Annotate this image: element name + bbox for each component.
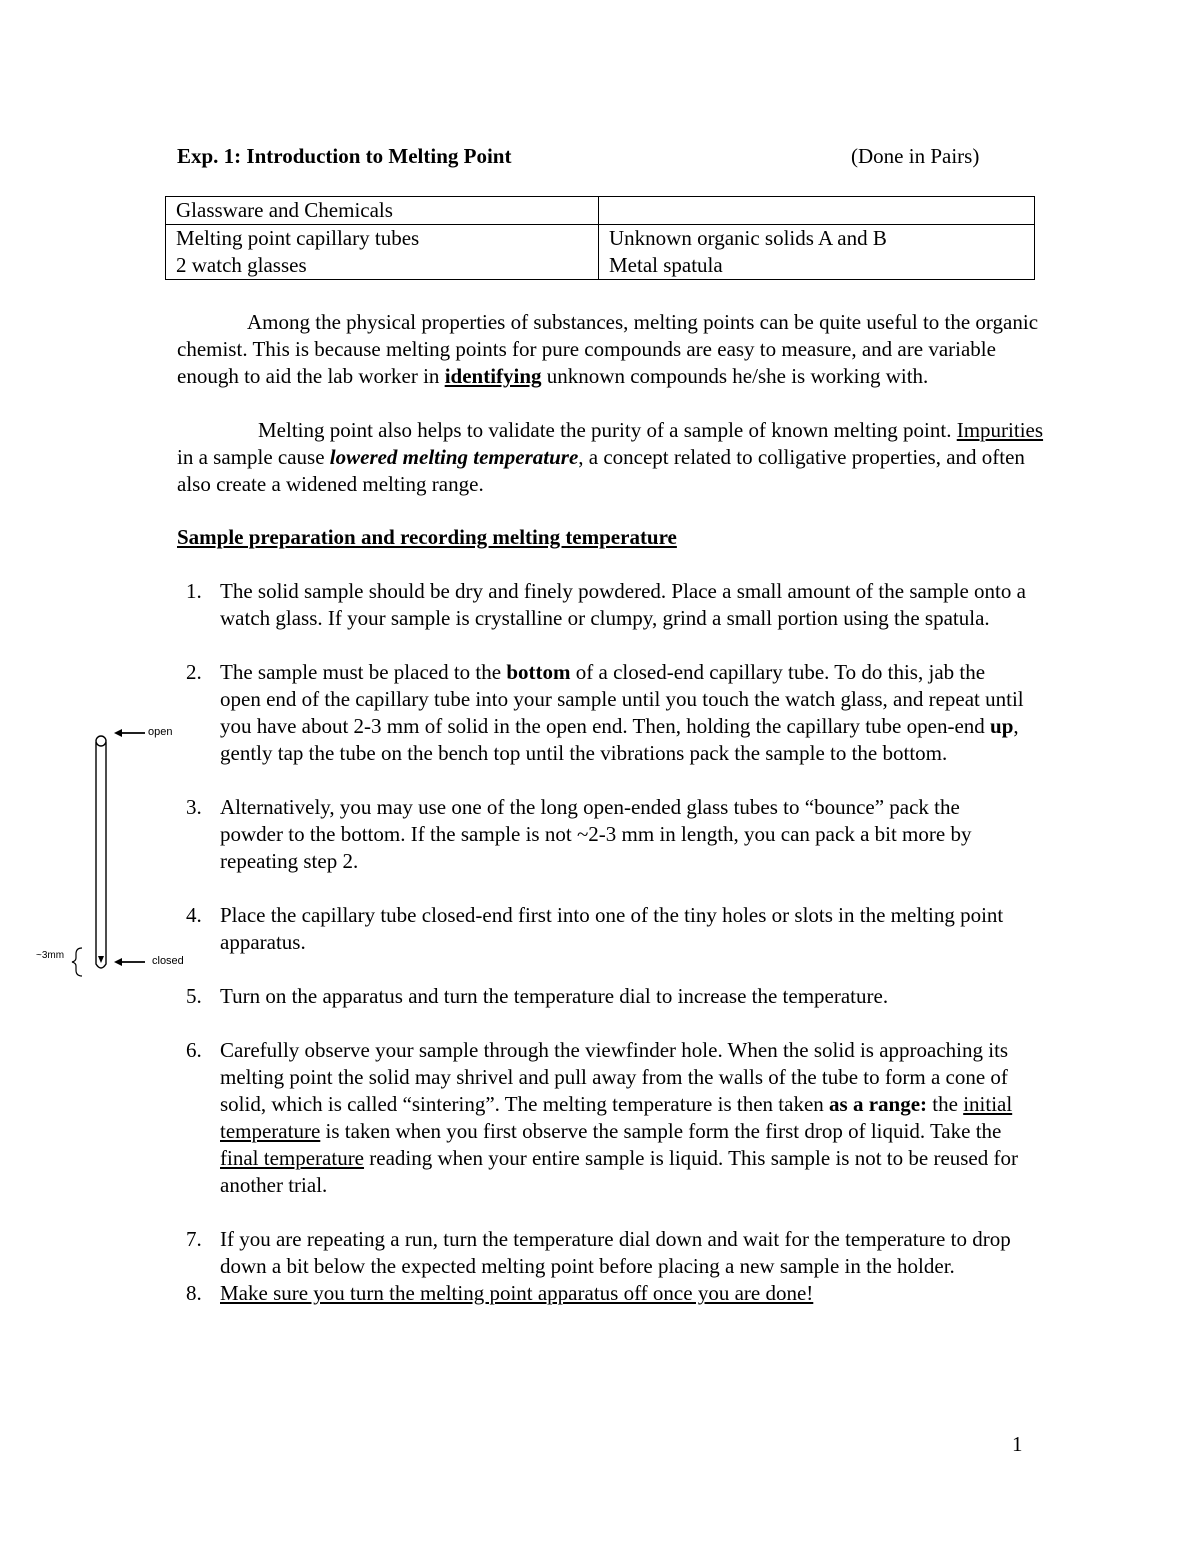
list-item — [177, 1226, 1027, 1280]
list-item — [177, 902, 1027, 956]
step-text: Carefully observe your sample through the viewfinder hole. When the solid is approaching its melting point the solid may shrivel and pull away from the walls of the tube to form a cone of solid, which is called “sintering”. The melting temperature is then taken — [220, 1038, 1009, 1116]
capillary-tube-diagram — [30, 720, 190, 980]
tube-open-end — [96, 736, 106, 746]
table-cell-text: Metal spatula — [609, 253, 723, 277]
table-cell-chemicals — [599, 225, 1035, 280]
step-number: 6. — [186, 1038, 202, 1062]
tube-sample — [98, 956, 104, 963]
emphasis-as-a-range: as a range: — [829, 1092, 928, 1116]
list-item — [177, 659, 1027, 767]
step-number: 4. — [186, 903, 202, 927]
procedure-steps — [177, 578, 1027, 1307]
step-text: The sample must be placed to the — [220, 660, 507, 684]
list-item — [177, 1037, 1027, 1199]
intro-text: Melting point also helps to validate the purity of a sample of known melting point. — [258, 418, 957, 442]
step-text-warning: Make sure you turn the melting point apparatus off once you are done! — [220, 1281, 814, 1305]
step-text: Alternatively, you may use one of the long open-ended glass tubes to “bounce” pack the powder to the bottom. If the sample is not ~2-3 mm in length, you can pack a bit more by repeating step 2. — [220, 795, 972, 873]
table-cell-text: Unknown organic solids A and B — [609, 226, 887, 250]
arrow-closed-head — [114, 958, 122, 966]
emphasis-impurities: Impurities — [956, 418, 1044, 442]
label-open: open — [148, 726, 173, 738]
page-number: 1 — [1012, 1432, 1023, 1456]
step-text: is taken when you first observe the sample form the first drop of liquid. Take the — [320, 1119, 1002, 1143]
emphasis-lowered-melting: lowered melting temperature — [329, 445, 579, 469]
step-number: 7. — [186, 1227, 202, 1251]
list-item — [177, 1280, 1027, 1307]
intro-paragraph-1 — [177, 309, 1047, 390]
table-header-cell — [599, 197, 1035, 225]
step-number: 2. — [186, 660, 202, 684]
intro-text: Among the physical properties of substances, melting points can be quite useful to the organic chemist. This is because melting points for pure compounds are easy to measure, and are variable enough to aid the lab worker in — [177, 310, 1039, 388]
emphasis-final-temperature: final temperature — [220, 1146, 365, 1170]
table-header-row — [166, 197, 1035, 225]
step-text: , gently tap the tube on the bench top until the vibrations pack the sample to the bottom. — [220, 714, 1019, 765]
table-row — [166, 225, 1035, 280]
emphasis-initial-temperature: initial temperature — [220, 1092, 1013, 1143]
table-header-cell: Glassware and Chemicals — [166, 197, 599, 225]
table-cell-glassware — [166, 225, 599, 280]
step-number: 1. — [186, 579, 202, 603]
emphasis-up: up — [990, 714, 1014, 738]
step-text: Turn on the apparatus and turn the temperature dial to increase the temperature. — [220, 984, 889, 1008]
step-number: 8. — [186, 1281, 202, 1305]
step-text: Place the capillary tube closed-end first into one of the tiny holes or slots in the melting point apparatus. — [220, 903, 1004, 954]
emphasis-identifying: identifying — [444, 364, 542, 388]
label-closed: closed — [152, 955, 184, 967]
intro-text: unknown compounds he/she is working with. — [541, 364, 929, 388]
step-text: of a closed-end capillary tube. To do this, jab the open end of the capillary tube into your sample until you touch the watch glass, and repeat until you have about 2-3 mm of solid in the open end. Then, holding the capillary tube open-end — [220, 660, 1024, 738]
step-text: the — [927, 1092, 964, 1116]
list-item — [177, 983, 1027, 1010]
step-text: If you are repeating a run, turn the temperature dial down and wait for the temperature to drop down a bit below the expected melting point before placing a new sample in the holder. — [220, 1227, 1011, 1278]
arrow-open-head — [114, 729, 122, 737]
intro-paragraph-2 — [177, 417, 1047, 498]
size-brace — [72, 948, 82, 976]
list-item — [177, 578, 1027, 632]
step-text: reading when your entire sample is liquid. This sample is not to be reused for another trial. — [220, 1146, 1018, 1197]
table-cell-text: 2 watch glasses — [176, 253, 307, 277]
list-item — [177, 794, 1027, 875]
step-number: 3. — [186, 795, 202, 819]
intro-text: in a sample cause — [177, 445, 330, 469]
step-text: The solid sample should be dry and finely powdered. Place a small amount of the sample onto a watch glass. If your sample is crystalline or clumpy, grind a small portion using the spatula. — [220, 579, 1026, 630]
intro-text: , a concept related to colligative properties, and often also create a widened melting range. — [177, 445, 1025, 496]
label-size: ~3mm — [36, 950, 65, 961]
step-number: 5. — [186, 984, 202, 1008]
page-title: Exp. 1: Introduction to Melting Point — [177, 144, 512, 168]
emphasis-bottom: bottom — [506, 660, 571, 684]
materials-table — [165, 196, 1035, 280]
capillary-tube-drawing — [30, 720, 190, 980]
pairs-note: (Done in Pairs) — [851, 144, 980, 168]
section-heading: Sample preparation and recording melting temperature — [177, 525, 677, 549]
table-cell-text: Melting point capillary tubes — [176, 226, 420, 250]
